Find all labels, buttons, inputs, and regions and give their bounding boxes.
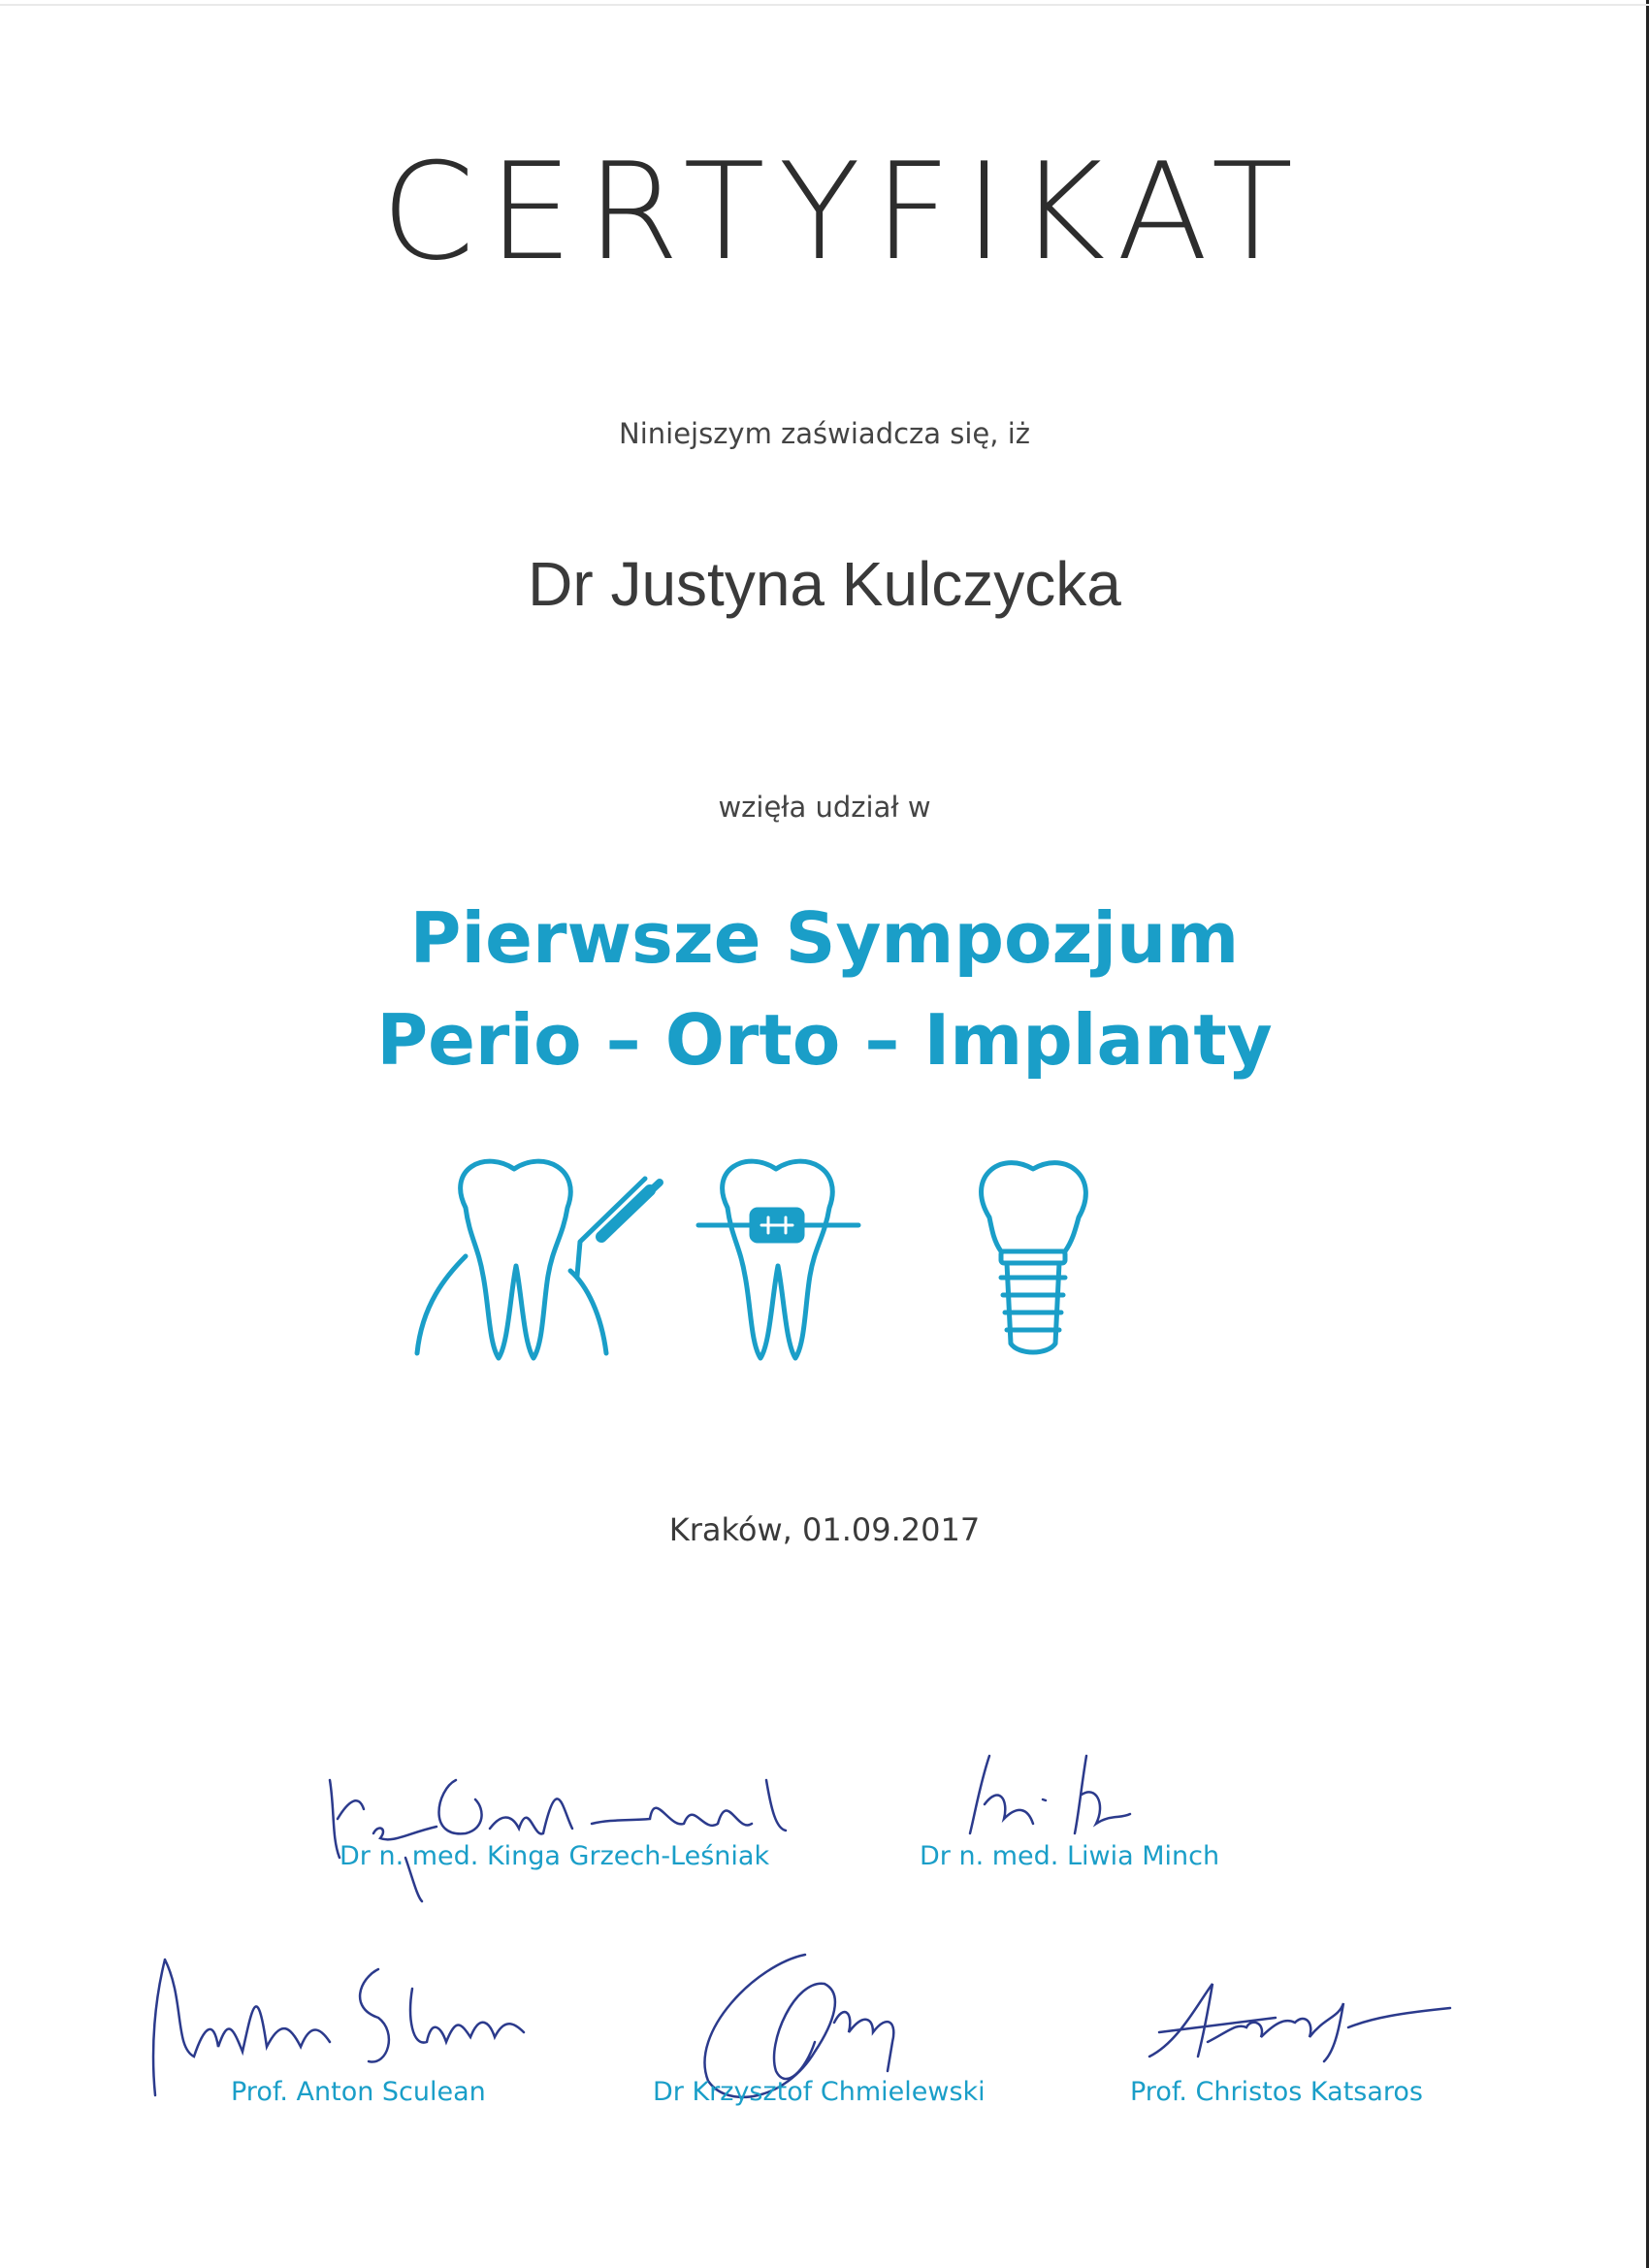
dental-icons — [407, 1150, 1183, 1373]
signer-katsaros: Prof. Christos Katsaros — [1130, 2077, 1423, 2107]
intro-text: Niniejszym zaświadcza się, iż — [619, 417, 1030, 450]
page-edge-top — [0, 4, 1649, 6]
recipient-name: Dr Justyna Kulczycka — [528, 549, 1121, 619]
signer-chmielewski: Dr Krzysztof Chmielewski — [653, 2077, 986, 2107]
signature-minch — [960, 1746, 1154, 1853]
signer-sculean: Prof. Anton Sculean — [231, 2077, 486, 2107]
participation-text: wzięła udział w — [718, 791, 931, 824]
tooth-with-probe-icon — [417, 1161, 660, 1358]
event-title-line2: Perio – Orto – Implanty — [376, 999, 1273, 1081]
tooth-with-braces-icon — [698, 1161, 858, 1358]
place-date: Kraków, 01.09.2017 — [668, 1511, 981, 1548]
signer-minch: Dr n. med. Liwia Minch — [920, 1841, 1220, 1871]
signature-katsaros — [1140, 1964, 1470, 2071]
signer-grzech-lesniak: Dr n. med. Kinga Grzech-Leśniak — [340, 1841, 770, 1871]
signature-grzech-lesniak — [320, 1741, 824, 1906]
event-title-line1: Pierwsze Sympozjum — [409, 897, 1240, 979]
tooth-implant-icon — [982, 1163, 1086, 1352]
certificate-title: CERTYFIKAT — [380, 134, 1308, 290]
